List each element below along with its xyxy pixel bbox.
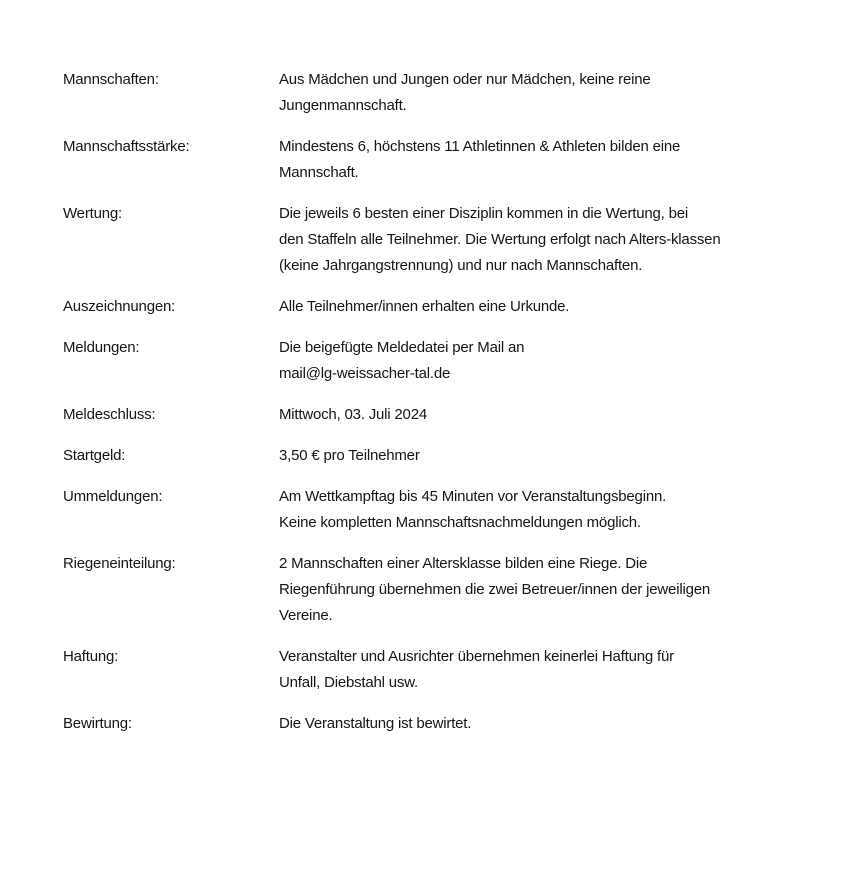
info-row: [0, 711, 854, 737]
row-label: Riegeneinteilung:: [63, 555, 176, 572]
value-line: Alle Teilnehmer/innen erhalten eine Urkunde.: [279, 298, 570, 315]
value-line: Die beigefügte Meldedatei per Mail an: [279, 339, 525, 356]
value-line: Mindestens 6, höchstens 11 Athletinnen & Athleten bilden eine: [279, 138, 681, 155]
value-line: Aus Mädchen und Jungen oder nur Mädchen, keine reine: [279, 71, 651, 88]
row-label: Startgeld:: [63, 447, 126, 464]
info-row: [0, 443, 854, 469]
value-line: Unfall, Diebstahl usw.: [279, 674, 419, 691]
row-label: Mannschaftsstärke:: [63, 138, 190, 155]
value-line: Veranstalter und Ausrichter übernehmen keinerlei Haftung für: [279, 648, 674, 665]
row-value: [279, 551, 854, 629]
value-line: den Staffeln alle Teilnehmer. Die Wertung erfolgt nach Alters-klassen: [279, 231, 721, 248]
row-label: Mannschaften:: [63, 71, 159, 88]
value-line: mail@lg-weissacher-tal.de: [279, 365, 451, 382]
row-label: Meldungen:: [63, 339, 140, 356]
row-value: [279, 201, 854, 279]
value-line: Die Veranstaltung ist bewirtet.: [279, 715, 472, 732]
row-value: [279, 644, 854, 696]
value-line: Mittwoch, 03. Juli 2024: [279, 406, 427, 423]
value-line: Vereine.: [279, 607, 333, 624]
row-value: [279, 402, 854, 428]
row-value: [279, 67, 854, 119]
value-line: Am Wettkampftag bis 45 Minuten vor Veranstaltungsbeginn.: [279, 488, 667, 505]
info-row: [0, 484, 854, 536]
value-line: Keine kompletten Mannschaftsnachmeldungen möglich.: [279, 514, 641, 531]
row-label: Bewirtung:: [63, 715, 132, 732]
row-value: [279, 443, 854, 469]
info-row: [0, 335, 854, 387]
row-value: [279, 711, 854, 737]
info-row: [0, 644, 854, 696]
value-line: Die jeweils 6 besten einer Disziplin kommen in die Wertung, bei: [279, 205, 688, 222]
row-value: [279, 134, 854, 186]
row-label: Wertung:: [63, 205, 122, 222]
info-row: [0, 67, 854, 119]
row-label: Ummeldungen:: [63, 488, 163, 505]
row-value: [279, 335, 854, 387]
value-line: (keine Jahrgangstrennung) und nur nach Mannschaften.: [279, 257, 643, 274]
value-line: Mannschaft.: [279, 164, 359, 181]
row-label: Meldeschluss:: [63, 406, 156, 423]
row-value: [279, 294, 854, 320]
value-line: 2 Mannschaften einer Altersklasse bilden eine Riege. Die: [279, 555, 648, 572]
row-label: Haftung:: [63, 648, 119, 665]
value-line: Jungenmannschaft.: [279, 97, 407, 114]
info-row: [0, 402, 854, 428]
info-row: [0, 294, 854, 320]
row-label: Auszeichnungen:: [63, 298, 176, 315]
row-value: [279, 484, 854, 536]
value-line: 3,50 € pro Teilnehmer: [279, 447, 420, 464]
info-row: [0, 201, 854, 279]
info-row: [0, 134, 854, 186]
info-row: [0, 551, 854, 629]
value-line: Riegenführung übernehmen die zwei Betreuer/innen der jeweiligen: [279, 581, 711, 598]
